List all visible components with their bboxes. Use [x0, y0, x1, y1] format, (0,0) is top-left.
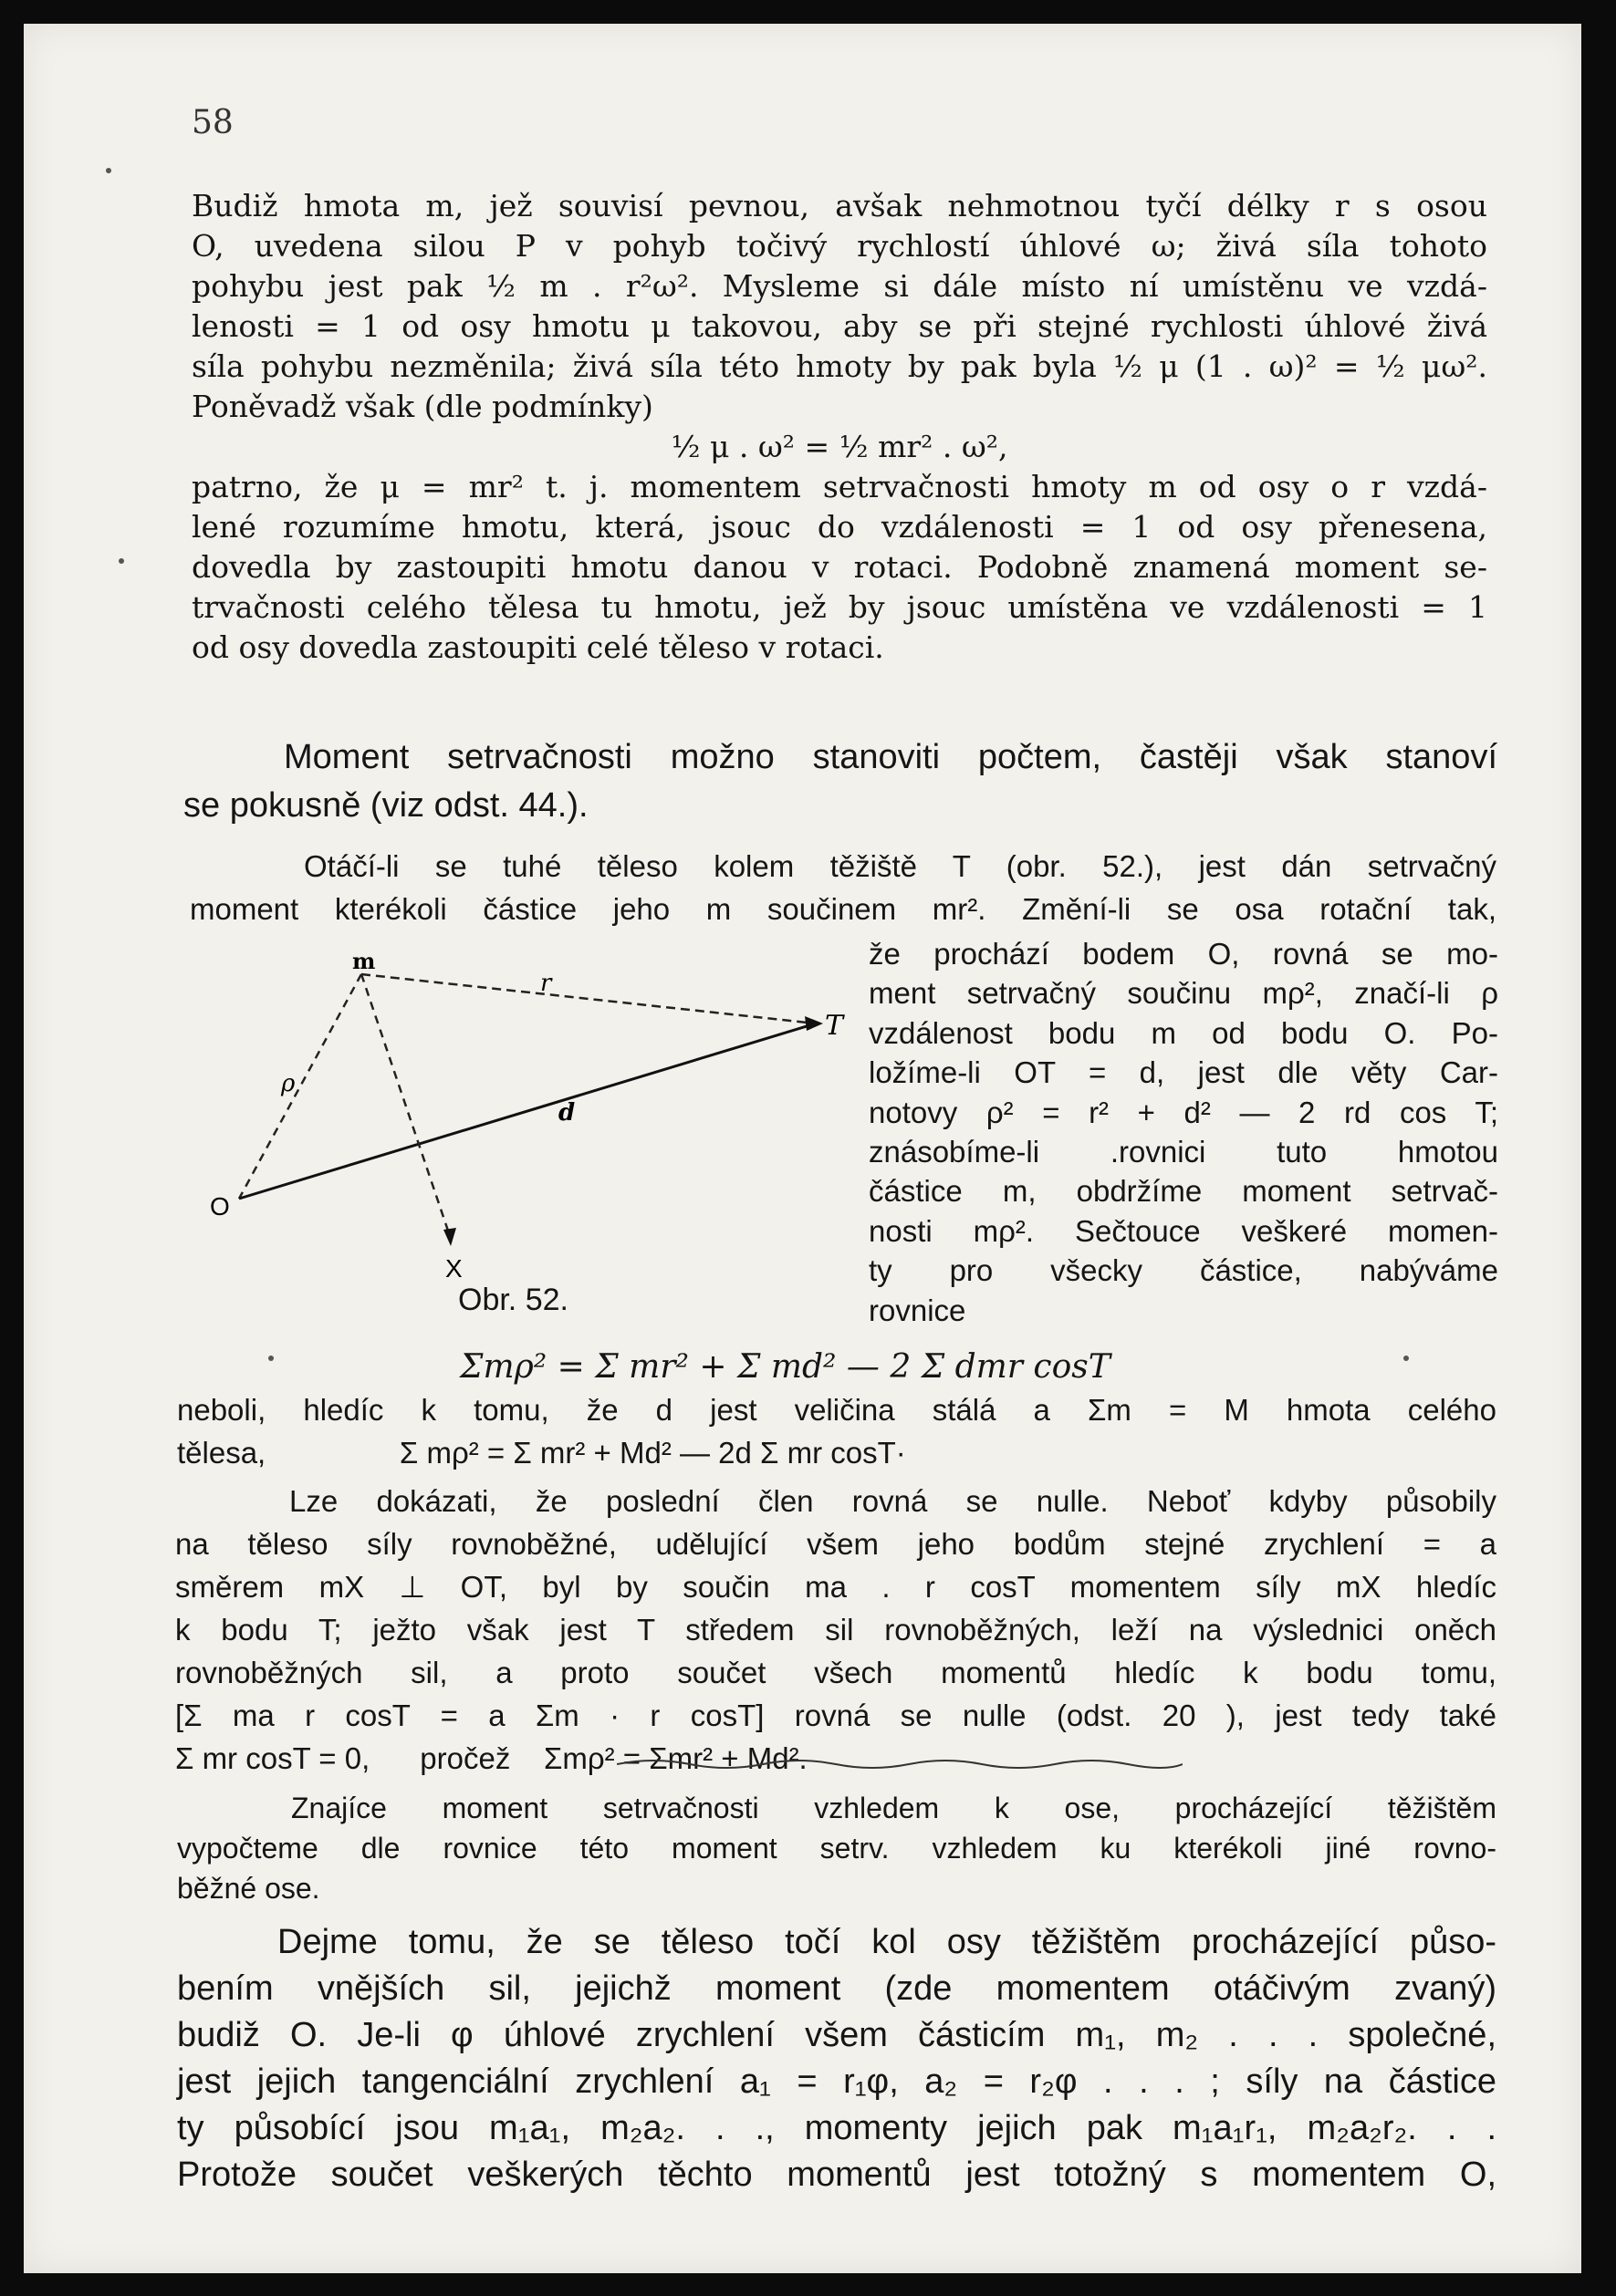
text-line: ment setrvačný součinu mρ², značí-li ρ: [869, 976, 1498, 1011]
text-line: Poněvadž však (dle podmínky): [192, 389, 653, 424]
text-line: rovnoběžných sil, a proto součet všech momentů hledíc k bodu tomu,: [175, 1656, 1496, 1689]
text-line: vypočteme dle rovnice této moment setrv. vzhledem ku kterékoli jiné rovno-: [177, 1832, 1496, 1865]
figure-52-diagram: [206, 945, 863, 1292]
label-r: r: [540, 970, 552, 997]
text-line: částice m, obdržíme moment setrvač-: [869, 1174, 1498, 1209]
text-line: patrno, že μ = mr² t. j. momentem setrvačnosti hmoty m od osy o r vzdá-: [192, 469, 1487, 504]
text-line: jest jejich tangenciální zrychlení a₁ = r₁φ, a₂ = r₂φ . . . ; síly na částice: [177, 2062, 1496, 2101]
text-line: Protože součet veškerých těchto momentů jest totožný s momentem O,: [177, 2156, 1496, 2194]
paragraph-3: [190, 845, 1496, 930]
text-line: budiž O. Je-li φ úhlové zrychlení všem částicím m₁, m₂ . . . společné,: [177, 2016, 1496, 2054]
label-d: d: [558, 1099, 576, 1127]
text-line: Budiž hmota m, jež souvisí pevnou, avšak nehmotnou tyčí délky r s osou: [192, 188, 1487, 223]
page-number: 58: [192, 104, 234, 141]
print-speck: [268, 1356, 274, 1361]
text-line: běžné ose.: [177, 1872, 320, 1905]
text-line: Σ mr cosT = 0, pročež Σmρ² = Σmr² + Md².: [175, 1741, 808, 1775]
text-line: že prochází bodem O, rovná se mo-: [869, 937, 1498, 971]
paragraph-2: [183, 733, 1497, 830]
label-O: O: [210, 1192, 230, 1221]
label-T: T: [825, 1010, 844, 1042]
text-line: [Σ ma r cosT = a Σm · r cosT] rovná se nulle (odst. 20 ), jest tedy také: [175, 1699, 1496, 1732]
text-line: tělesa, Σ mρ² = Σ mr² + Md² — 2d Σ mr cosT·: [177, 1436, 906, 1470]
text-line: rovnice: [869, 1293, 966, 1327]
text-line: neboli, hledíc k tomu, že d jest veličina stálá a Σm = M hmota celého: [177, 1393, 1496, 1427]
text-line: bením vnějších sil, jejichž moment (zde momentem otáčivým zvaný): [177, 1969, 1496, 2008]
equation-1: Σmρ² = Σ mr² + Σ md² — 2 Σ dmr cosT: [460, 1348, 1110, 1386]
text-line: síla pohybu nezměnila; živá síla této hmoty by pak byla ½ μ (1 . ω)² = ½ μω².: [192, 348, 1487, 384]
arrow-head-t: [805, 1016, 823, 1031]
text-line: lenosti = 1 od osy hmotu μ takovou, aby se při stejné rychlosti úhlové živá: [192, 308, 1487, 344]
text-line: notovy ρ² = r² + d² — 2 rd cos T;: [869, 1095, 1498, 1129]
text-line: moment kterékoli částice jeho m součinem mr². Změní-li se osa rotační tak,: [190, 892, 1496, 926]
text-line: směrem mX ⊥ OT, byl by součin ma . r cosT momentem síly mX hledíc: [175, 1570, 1496, 1604]
line-r: [361, 974, 816, 1023]
text-line: Dejme tomu, že se těleso točí kol osy těžištěm procházející půso-: [277, 1923, 1496, 1961]
text-line: trvačnosti celého tělesa tu hmotu, jež by jsouc umístěna ve vzdálenosti = 1: [192, 589, 1487, 625]
text-line: lené rozumíme hmotu, která, jsouc do vzdálenosti = 1 od osy přenesena,: [192, 509, 1487, 545]
line-rho: [239, 974, 361, 1199]
print-speck: [119, 558, 124, 564]
text-line: se pokusně (viz odst. 44.).: [183, 786, 589, 825]
text-line: vzdálenost bodu m od bodu O. Po-: [869, 1015, 1498, 1050]
text-line: Otáčí-li se tuhé těleso kolem těžiště T (obr. 52.), jest dán setrvačný: [304, 849, 1496, 883]
text-line: ty pro všecky částice, nabýváme: [869, 1253, 1498, 1288]
print-speck: [1403, 1356, 1409, 1361]
book-page: [24, 24, 1581, 2273]
text-line: na těleso síly rovnoběžné, udělující všem jeho bodům stejné zrychlení = a: [175, 1527, 1496, 1561]
label-rho: ρ: [281, 1070, 296, 1097]
equation-line: ½ μ . ω² = ½ mr² . ω²,: [671, 429, 1008, 464]
text-line: Lze dokázati, že poslední člen rovná se nulle. Neboť kdyby působily: [289, 1484, 1496, 1518]
text-line: O, uvedena silou P v pohyb točivý rychlostí úhlové ω; živá síla tohoto: [192, 228, 1487, 264]
underline-scribble: [617, 1755, 1183, 1773]
text-line: ty působící jsou m₁a₁, m₂a₂. . ., momenty jejich pak m₁a₁r₁, m₂a₂r₂. . .: [177, 2109, 1496, 2147]
line-mX: [361, 974, 451, 1239]
text-line: dovedla by zastoupiti hmotu danou v rotaci. Podobně znamená moment se-: [192, 549, 1487, 585]
text-line: Moment setrvačnosti možno stanoviti počtem, častěji však stanoví: [284, 738, 1497, 776]
print-speck: [106, 168, 111, 173]
text-line: od osy dovedla zastoupiti celé těleso v rotaci.: [192, 629, 884, 665]
paragraph-4: [177, 1388, 1496, 1474]
text-line: znásobíme-li .rovnici tuto hmotou: [869, 1135, 1498, 1169]
paragraph-1: [192, 186, 1487, 668]
text-line: k bodu T; ježto však jest T středem sil rovnoběžných, leží na výslednici oněch: [175, 1613, 1496, 1647]
label-m: m: [352, 948, 376, 974]
text-line: nosti mρ². Sečtouce veškeré momen-: [869, 1213, 1498, 1248]
text-line: pohybu jest pak ½ m . r²ω². Mysleme si dále místo ní umístěnu ve vzdá-: [192, 268, 1487, 304]
paragraph-7: [177, 1919, 1496, 2198]
figure-caption: Obr. 52.: [458, 1283, 568, 1317]
text-line: Znajíce moment setrvačnosti vzhledem k ose, procházející těžištěm: [291, 1792, 1496, 1824]
paragraph-6: [177, 1788, 1496, 1908]
arrow-head-x: [443, 1228, 456, 1246]
paragraph-5: [175, 1480, 1496, 1780]
line-d: [239, 1023, 816, 1199]
text-line: ložíme-li OT = d, jest dle věty Car-: [869, 1055, 1498, 1090]
label-X: X: [445, 1254, 463, 1283]
figure-wrap-text: [869, 934, 1498, 1330]
